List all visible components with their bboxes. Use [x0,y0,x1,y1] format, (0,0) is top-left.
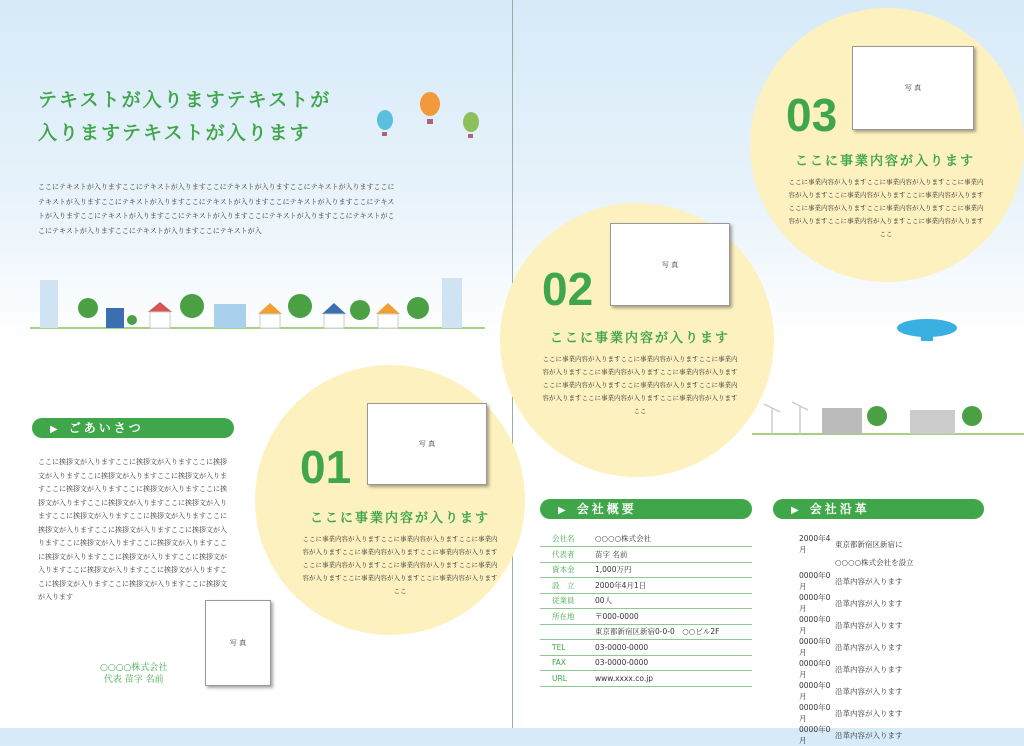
intro-text: ここにテキストが入りますここにテキストが入りますここにテキストが入りますここにテキストが入りますここにテキストが入りますここにテキストが入りますここにテキストが入りますここにテキストが入りますここにテキストが入りますここにテキストが入りますここにテキストが入りますここにテキストが入りますここにテキストがここにテキストが入りますここにテキストが入りますここにテキストが入 [38,183,395,235]
greeting-photo: 写 真 [205,600,271,686]
profile-header: ▶ 会社概要 [540,499,752,519]
profile-key: 会社名 [540,531,595,547]
profile-key: 設 立 [540,578,595,594]
history-row [773,702,984,724]
history-key: 0000年0月 [799,681,831,701]
history-table [773,533,984,746]
airship-icon [895,316,960,344]
profile-value: ○○○○株式会社 [595,531,752,547]
factory-illustration [752,392,1024,437]
business-photo-02: 写 真 [610,223,730,306]
history-key: 0000年0月 [799,615,831,635]
building-icon [442,278,462,328]
house-icon [150,312,170,328]
history-value: 沿革内容が入ります [835,664,903,674]
history-key: 0000年0月 [799,637,831,657]
business-number-03: 03 [786,89,838,141]
history-value: 東京都新宿区新宿に [835,539,903,549]
history-row [773,533,984,555]
history-key: 2000年4月 [799,534,831,554]
profile-value: 2000年4月1日 [595,578,752,594]
tree-icon [78,298,98,318]
greeting-text: ここに挨拶文が入りますここに挨拶文が入りますここに挨拶文が入りますここに挨拶文が入りますここに挨拶文が入りますここに挨拶文が入りますここに挨拶文が入りますここに挨拶文が入りますここに挨拶文が入りますここに挨拶文が入りますここに挨拶文が入りますここに挨拶文が入りますここに挨拶文が入りますここに挨拶文が入りますここに挨拶文が入りますここに挨拶文が入りますここに挨拶文が入りますここに挨拶文が入りますここに挨拶文が入りますここに挨拶文が入りますここに挨拶文が入りますここに挨拶文が入りますここに挨拶文が入りますここに挨拶文が入りますここに挨拶文が入ります [38,458,227,601]
history-row [773,592,984,614]
history-value: 沿革内容が入ります [835,708,903,718]
factory-icon [822,408,862,434]
profile-value: 1,000万円 [595,562,752,578]
profile-row [540,671,752,687]
tree-icon [127,315,137,325]
history-key: 0000年0月 [799,703,831,723]
building-icon [214,304,246,328]
history-value: 沿革内容が入ります [835,642,903,652]
history-value: 沿革内容が入ります [835,576,903,586]
profile-row [540,547,752,563]
tree-icon [350,300,370,320]
windmill-icon [792,402,808,434]
tree-icon [180,294,204,318]
tree-icon [288,294,312,318]
profile-row [540,578,752,594]
business-text-02: ここに事業内容が入りますここに事業内容が入りますここに事業内容が入りますここに事業内容が入りますここに事業内容が入りますここに事業内容が入りますここに事業内容が入りますここに事業内容が入りますここに事業内容が入りますここに事業内容が入りますここ [542,355,738,415]
profile-value: 〒000-0000 [595,609,752,625]
triangle-icon: ▶ [50,424,61,435]
signature: ○○○○株式会社 代表 苗字 名前 [100,663,168,685]
profile-value: 苗字 名前 [595,547,752,563]
business-text-03: ここに事業内容が入りますここに事業内容が入りますここに事業内容が入りますここに事業内容が入りますここに事業内容が入りますここに事業内容が入りますここに事業内容が入りますここに事業内容が入りますここに事業内容が入りますここに事業内容が入りますここ [788,178,984,238]
profile-key: 従業員 [540,593,595,609]
history-key: 0000年0月 [799,659,831,679]
business-photo-01: 写 真 [367,403,487,485]
profile-row [540,640,752,656]
history-key: 0000年0月 [799,571,831,591]
history-row [773,658,984,680]
history-row [773,555,984,570]
profile-key: URL [540,671,595,687]
house-icon [106,308,124,328]
profile-row [540,624,752,640]
balloons-illustration [370,88,485,143]
house-icon [260,314,280,328]
business-number-02: 02 [542,263,594,315]
profile-value: 東京都新宿区新宿0-0-0 ○○ビル2F [595,624,752,640]
history-row [773,570,984,592]
history-key: 0000年0月 [799,593,831,613]
profile-row [540,655,752,671]
tree-icon [962,406,982,426]
house-icon [378,314,398,328]
triangle-icon: ▶ [791,505,802,516]
house-icon [324,314,344,328]
profile-row [540,593,752,609]
history-row [773,724,984,746]
history-key [773,555,835,570]
balloon-icon [377,110,393,136]
business-photo-03: 写 真 [852,46,974,130]
tree-icon [407,297,429,319]
profile-key: TEL [540,640,595,656]
headline: テキストが入りますテキストが 入りますテキストが入ります [38,89,332,144]
profile-key: FAX [540,655,595,671]
profile-row [540,531,752,547]
history-value: 沿革内容が入ります [835,686,903,696]
balloon-icon [420,92,440,124]
profile-row [540,609,752,625]
profile-key: 資本金 [540,562,595,578]
profile-table [540,531,752,687]
history-row [773,636,984,658]
business-text-01: ここに事業内容が入りますここに事業内容が入りますここに事業内容が入りますここに事業内容が入りますここに事業内容が入りますここに事業内容が入りますここに事業内容が入りますここに事業内容が入りますここに事業内容が入りますここに事業内容が入りますここ [302,535,498,595]
history-value: 沿革内容が入ります [835,730,903,740]
greeting-header: ▶ ごあいさつ [32,418,234,438]
business-number-01: 01 [300,441,352,493]
business-title-01: ここに事業内容が入ります [309,511,490,526]
town-illustration [30,272,485,332]
balloon-icon [463,112,479,138]
history-row [773,680,984,702]
profile-key: 所在地 [540,609,595,625]
building-icon [40,280,58,328]
history-row [773,614,984,636]
history-value: ○○○○株式会社を設立 [835,558,914,567]
profile-key: 代表者 [540,547,595,563]
history-key: 0000年0月 [799,725,831,745]
history-value: 沿革内容が入ります [835,620,903,630]
profile-key [540,624,595,640]
profile-value: 03-0000-0000 [595,655,752,671]
windmill-icon [764,404,780,434]
profile-row [540,562,752,578]
profile-value: www.xxxx.co.jp [595,671,752,687]
business-title-03: ここに事業内容が入ります [794,154,975,169]
triangle-icon: ▶ [558,505,569,516]
profile-value: 03-0000-0000 [595,640,752,656]
business-title-02: ここに事業内容が入ります [549,331,730,346]
factory-icon [910,410,955,434]
history-value: 沿革内容が入ります [835,598,903,608]
history-header: ▶ 会社沿革 [773,499,984,519]
profile-value: 00人 [595,593,752,609]
tree-icon [867,406,887,426]
